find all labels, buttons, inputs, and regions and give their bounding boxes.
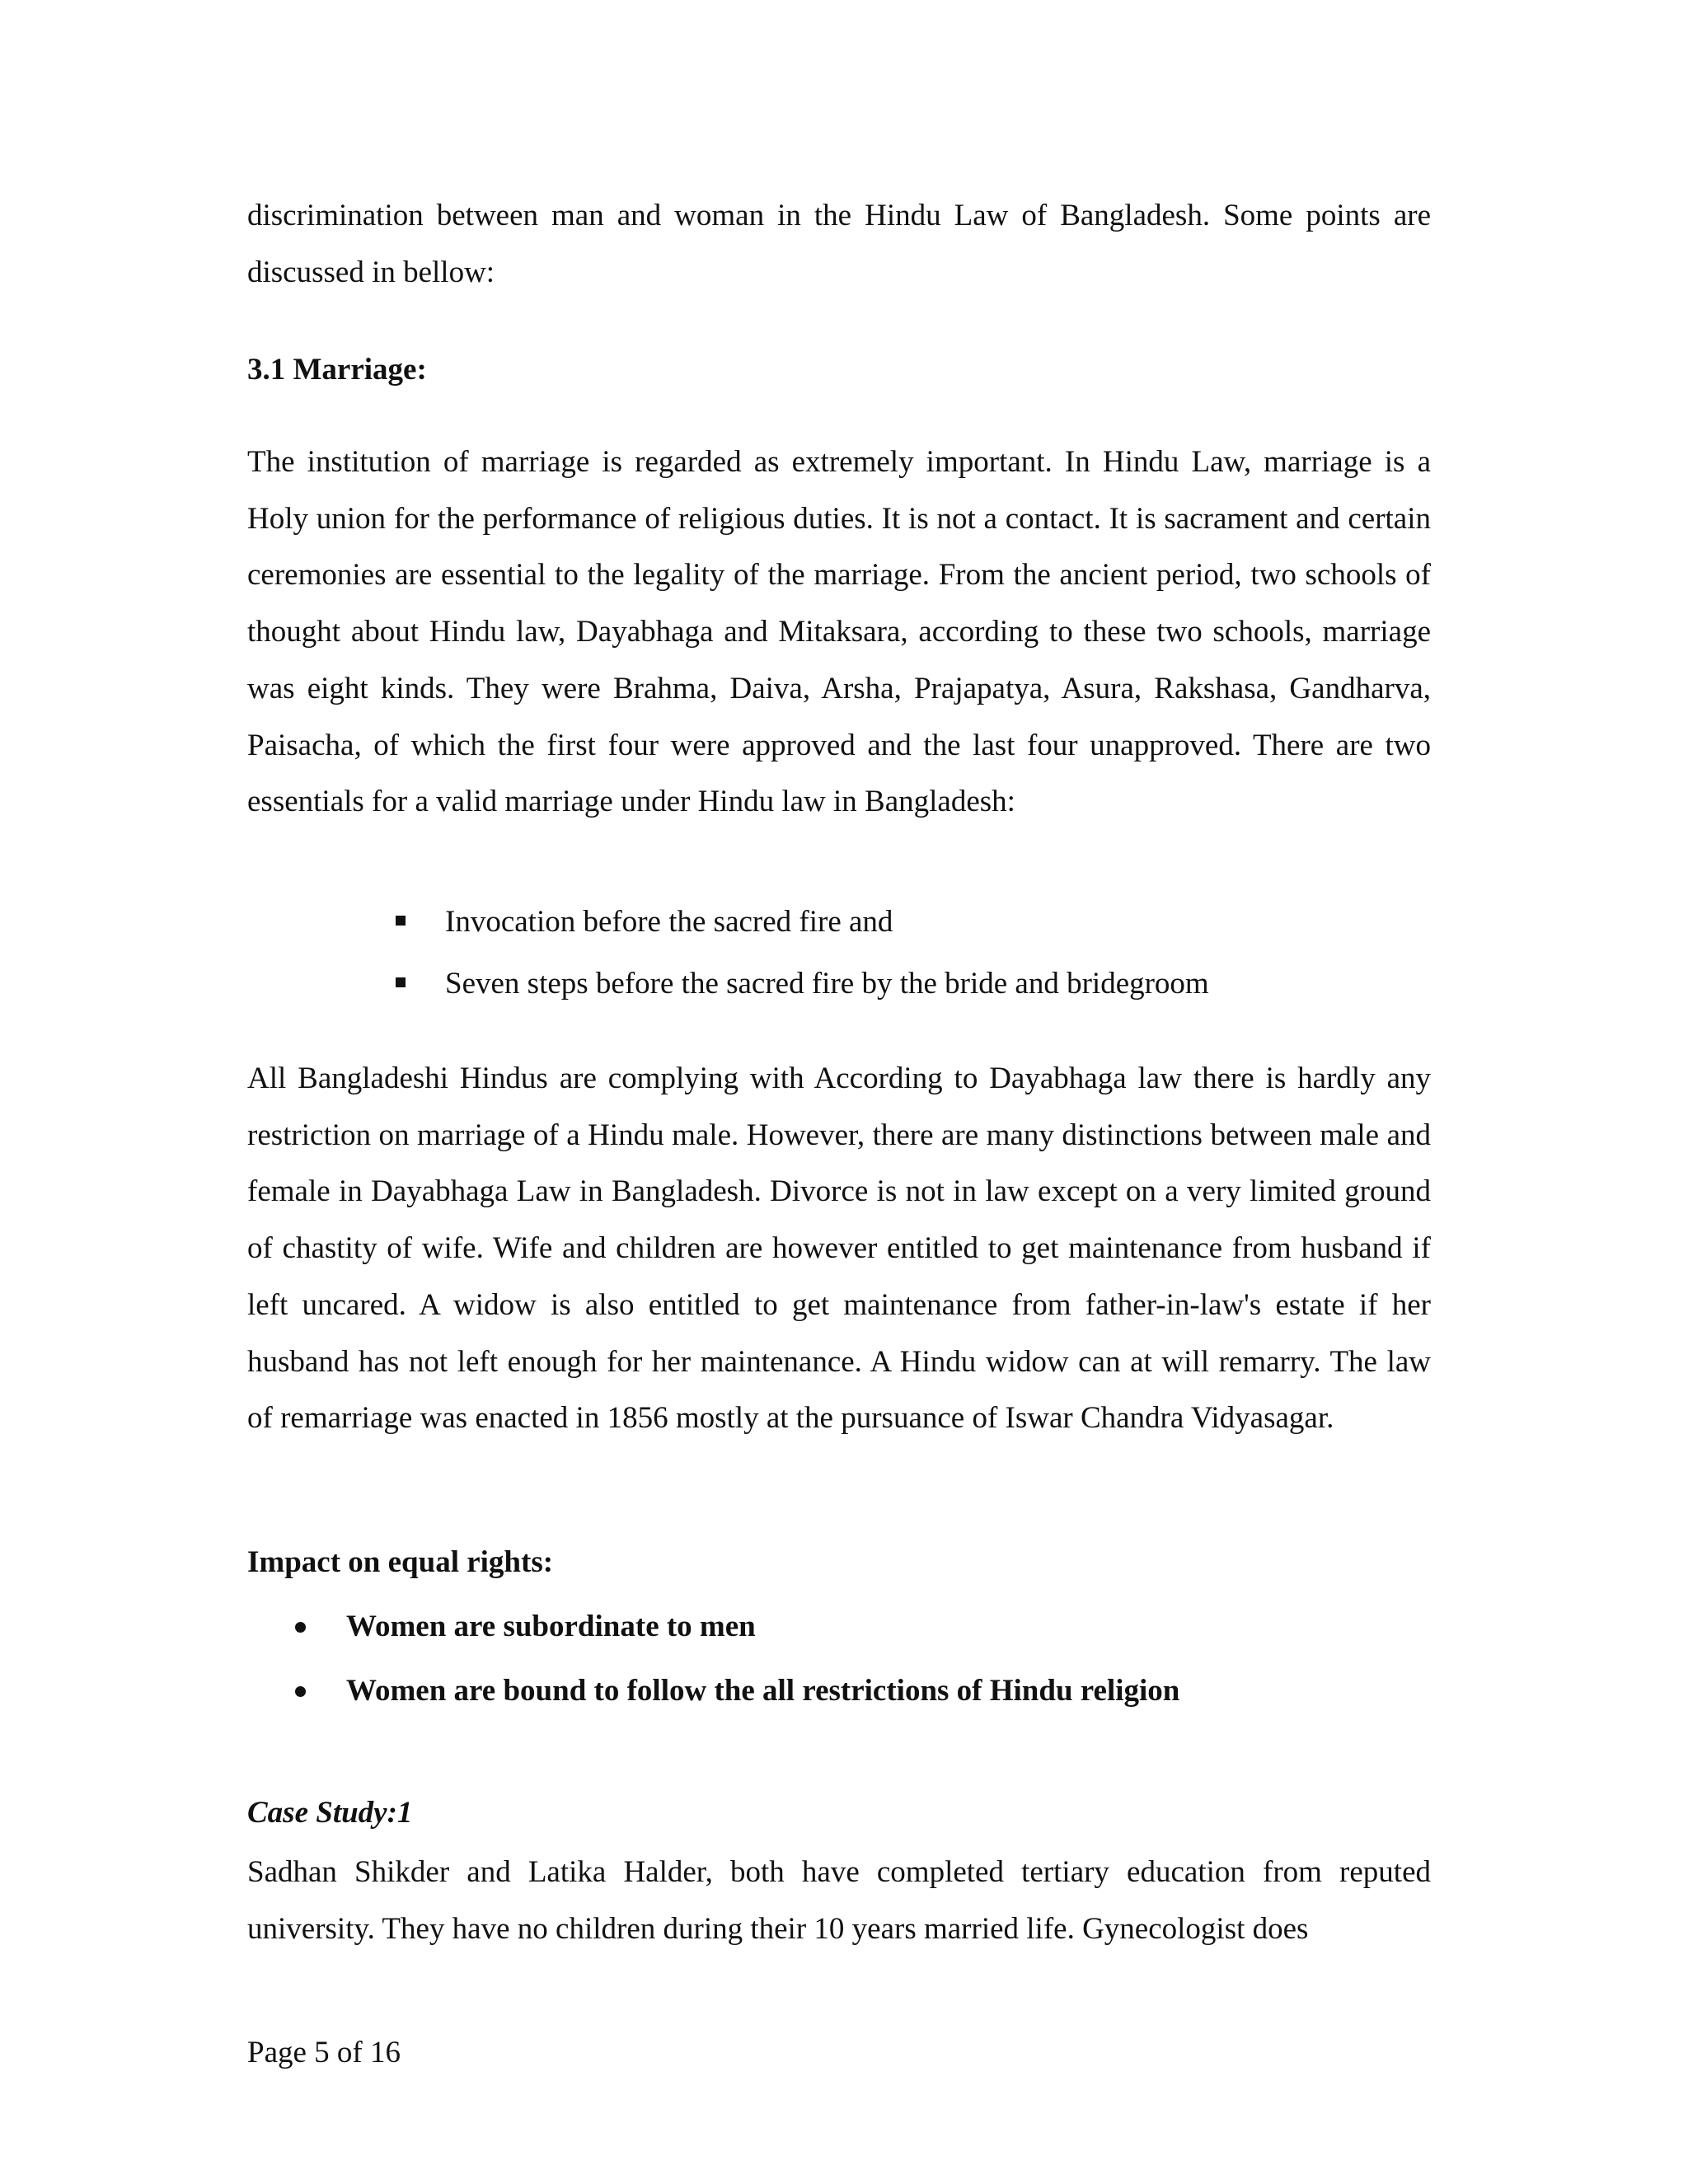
marriage-heading-block — [247, 342, 1431, 398]
impact-item-text: Women are bound to follow the all restrictions of Hindu religion — [346, 1674, 1180, 1708]
round-bullet-icon — [295, 1622, 306, 1633]
square-bullet-icon — [396, 977, 406, 987]
case-study-paragraph: Sadhan Shikder and Latika Halder, both have completed tertiary education from reputed university. They have no children during their 10 years married life. Gynecologist does — [247, 1855, 1431, 1946]
dayabhaga-paragraph: All Bangladeshi Hindus are complying with According to Dayabhaga law there is hardly any restriction on marriage of a Hindu male. However, there are many distinctions between male and female in Dayabhaga Law in Bangladesh. Divorce is not in law except on a very limited ground of chastity of wife. Wife and children are however entitled to get maintenance from husband if left uncared. A widow is also entitled to get maintenance from father-in-law's estate if her husband has not left enough for her maintenance. A Hindu widow can at will remarry. The law of remarriage was enacted in 1856 mostly at the pursuance of Iswar Chandra Vidyasagar. — [247, 1062, 1431, 1436]
marriage-paragraph-block — [247, 434, 1431, 831]
impact-list-item — [0, 1595, 1688, 1659]
section-heading-case-study: Case Study:1 — [247, 1796, 413, 1830]
impact-list — [0, 1595, 1688, 1723]
section-heading-marriage: 3.1 Marriage: — [247, 353, 427, 387]
marriage-paragraph: The institution of marriage is regarded as extremely important. In Hindu Law, marriage is a Holy union for the performance of religious duties. It is not a contact. It is sacrament and certain ceremonies are essential to the legality of the marriage. From the ancient period, two schools of thought about Hindu law, Dayabhaga and Mitaksara, according to these two schools, marriage was eight kinds. They were Brahma, Daiva, Arsha, Prajapatya, Asura, Rakshasa, Gandharva, Paisacha, of which the first four were approved and the last four unapproved. There are two essentials for a valid marriage under Hindu law in Bangladesh: — [247, 445, 1431, 819]
intro-paragraph: discrimination between man and woman in the Hindu Law of Bangladesh. Some points are discussed in bellow: — [247, 199, 1431, 289]
essentials-list-item — [0, 953, 1688, 1015]
intro-paragraph-block — [247, 188, 1431, 301]
case-study-paragraph-block — [247, 1844, 1431, 1957]
essentials-list — [0, 891, 1688, 1015]
square-bullet-icon — [396, 916, 406, 926]
impact-item-text: Women are subordinate to men — [346, 1610, 756, 1643]
essentials-list-item — [0, 891, 1688, 953]
section-heading-impact: Impact on equal rights: — [247, 1545, 554, 1579]
impact-list-item — [0, 1659, 1688, 1723]
impact-heading-block — [247, 1535, 1431, 1591]
dayabhaga-paragraph-block — [247, 1051, 1431, 1447]
case-study-heading-block — [247, 1785, 1431, 1841]
page-number-footer: Page 5 of 16 — [247, 2036, 401, 2069]
round-bullet-icon — [295, 1686, 306, 1697]
essentials-item-text: Seven steps before the sacred fire by the bride and bridegroom — [445, 967, 1209, 1001]
essentials-item-text: Invocation before the sacred fire and — [445, 905, 893, 939]
